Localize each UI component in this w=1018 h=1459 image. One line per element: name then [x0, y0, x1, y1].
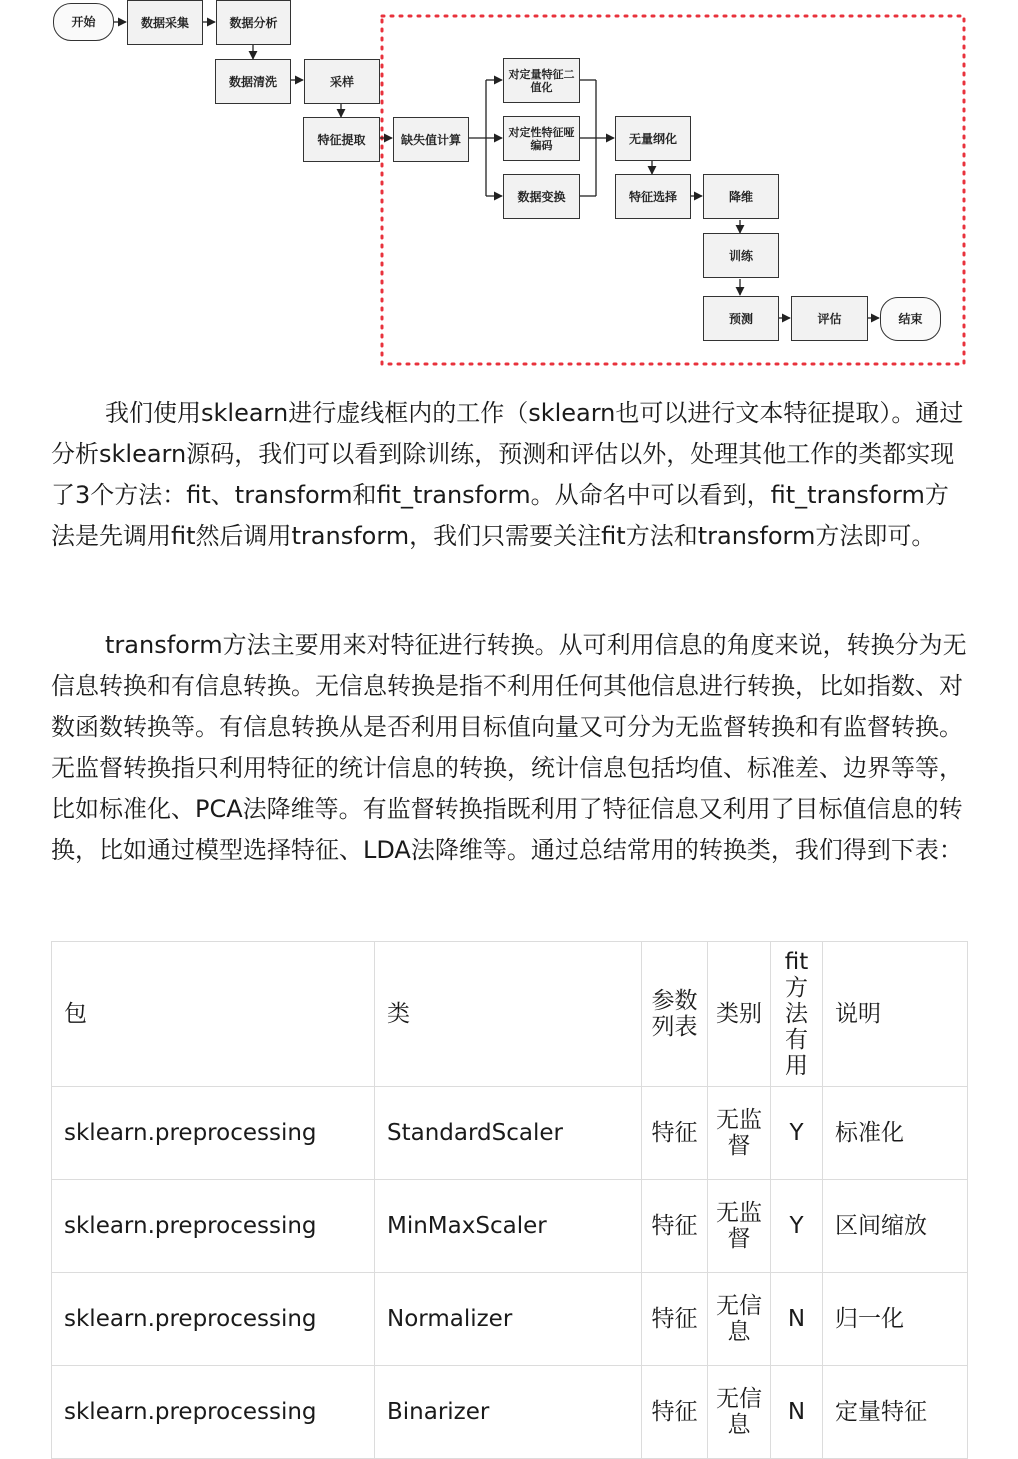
- cell-class: StandardScaler: [375, 1087, 642, 1180]
- table-row: [52, 1273, 968, 1366]
- node-reduce: 降维: [703, 174, 779, 219]
- header-params: 参数列表: [642, 942, 708, 1087]
- cell-category: 无信息: [708, 1366, 771, 1459]
- node-clean: 数据清洗: [215, 59, 291, 104]
- cell-description: 定量特征: [823, 1366, 968, 1459]
- cell-package: sklearn.preprocessing: [52, 1087, 375, 1180]
- cell-params: 特征: [642, 1087, 708, 1180]
- node-predict: 预测: [703, 296, 779, 341]
- cell-params: 特征: [642, 1180, 708, 1273]
- table-row: [52, 1087, 968, 1180]
- node-end: 结束: [880, 297, 941, 341]
- header-fit-useful: fit方法有用: [771, 942, 823, 1087]
- node-start: 开始: [53, 3, 114, 41]
- node-select: 特征选择: [615, 174, 691, 219]
- cell-description: 区间缩放: [823, 1180, 968, 1273]
- cell-fit-useful: N: [771, 1366, 823, 1459]
- table-row: [52, 1180, 968, 1273]
- table-row: [52, 1366, 968, 1459]
- cell-package: sklearn.preprocessing: [52, 1180, 375, 1273]
- cell-category: 无信息: [708, 1273, 771, 1366]
- cell-params: 特征: [642, 1273, 708, 1366]
- node-collect: 数据采集: [127, 0, 203, 45]
- header-package: 包: [52, 942, 375, 1087]
- node-binarize: 对定量特征二值化: [503, 58, 580, 103]
- cell-category: 无监督: [708, 1180, 771, 1273]
- paragraph-transform-types: transform方法主要用来对特征进行转换。从可利用信息的角度来说，转换分为无信息转换和有信息转换。无信息转换是指不利用任何其他信息进行转换，比如指数、对数函数转换等。有信息转换从是否利用目标值向量又可分为无监督转换和有监督转换。无监督转换指只利用特征的统计信息的转换，统计信息包括均值、标准差、边界等等，比如标准化、PCA法降维等。有监督转换指既利用了特征信息又利用了目标值信息的转换，比如通过模型选择特征、LDA法降维等。通过总结常用的转换类，我们得到下表：: [51, 631, 967, 864]
- table-header-row: [52, 942, 968, 1087]
- cell-description: 标准化: [823, 1087, 968, 1180]
- node-missing: 缺失值计算: [393, 117, 469, 162]
- node-onehot: 对定性特征哑编码: [503, 116, 580, 161]
- cell-class: MinMaxScaler: [375, 1180, 642, 1273]
- pipeline-flowchart: [0, 0, 1018, 380]
- header-description: 说明: [823, 942, 968, 1087]
- cell-params: 特征: [642, 1366, 708, 1459]
- cell-fit-useful: Y: [771, 1087, 823, 1180]
- header-class: 类: [375, 942, 642, 1087]
- node-analyze: 数据分析: [216, 0, 291, 45]
- node-extract: 特征提取: [303, 117, 380, 162]
- node-sample: 采样: [304, 59, 380, 104]
- cell-fit-useful: N: [771, 1273, 823, 1366]
- cell-fit-useful: Y: [771, 1180, 823, 1273]
- node-dimless: 无量纲化: [615, 116, 691, 161]
- cell-package: sklearn.preprocessing: [52, 1366, 375, 1459]
- cell-category: 无监督: [708, 1087, 771, 1180]
- paragraph-sklearn-methods: 我们使用sklearn进行虚线框内的工作（sklearn也可以进行文本特征提取）。通过分析sklearn源码，我们可以看到除训练，预测和评估以外，处理其他工作的类都实现了3个方法：fit、transform和fit_transform。从命名中可以看到，fit_transform方法是先调用fit然后调用transform，我们只需要关注fit方法和transform方法即可。: [51, 399, 964, 550]
- node-train: 训练: [703, 233, 779, 278]
- cell-class: Normalizer: [375, 1273, 642, 1366]
- cell-description: 归一化: [823, 1273, 968, 1366]
- node-transform: 数据变换: [503, 174, 580, 219]
- header-category: 类别: [708, 942, 771, 1087]
- cell-class: Binarizer: [375, 1366, 642, 1459]
- node-evaluate: 评估: [791, 296, 868, 341]
- transform-classes-table: [51, 941, 968, 1459]
- cell-package: sklearn.preprocessing: [52, 1273, 375, 1366]
